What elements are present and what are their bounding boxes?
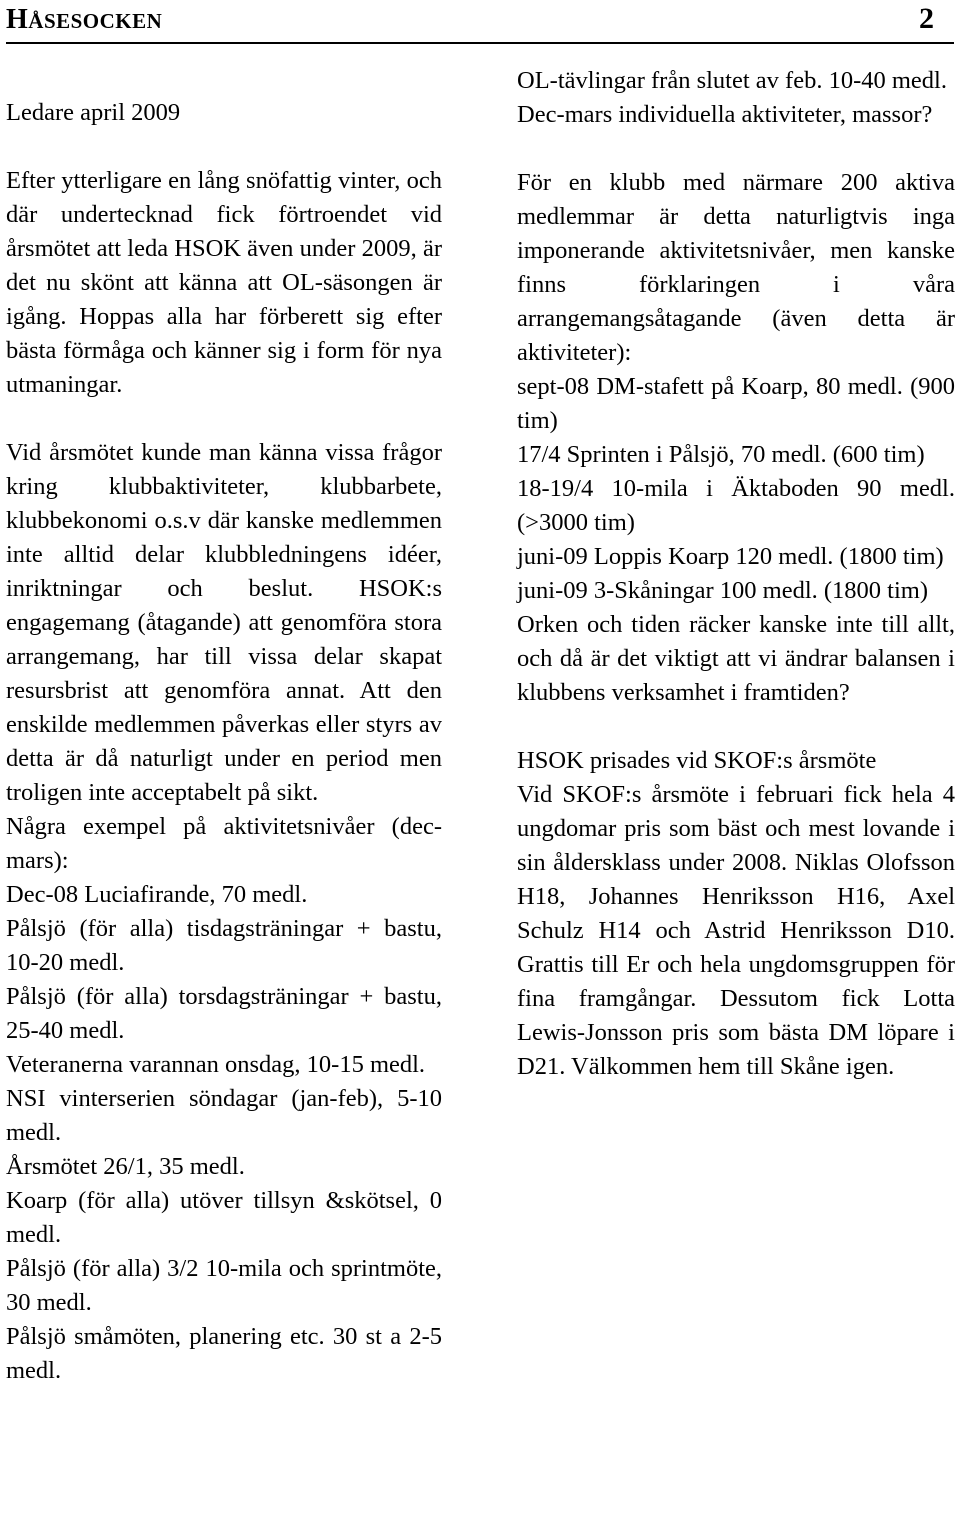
editorial-heading: Ledare april 2009: [6, 99, 181, 126]
activity-item: Pålsjö (för alla) 3/2 10-mila och sprintmöte, 30 medl.: [6, 1255, 442, 1316]
arrangement-item: juni-09 3-Skåningar 100 medl. (1800 tim): [517, 577, 928, 604]
spacer: [517, 710, 955, 744]
activity-item: Pålsjö (för alla) tisdagsträningar + bastu, 10-20 medl.: [6, 915, 442, 976]
activity-item: Pålsjö (för alla) torsdagsträningar + bastu, 25-40 medl.: [6, 983, 442, 1044]
arrangement-item: 17/4 Sprinten i Pålsjö, 70 medl. (600 tim): [517, 441, 925, 468]
activity-item: NSI vinterserien söndagar (jan-feb), 5-10 medl.: [6, 1085, 442, 1146]
paragraph-activity-examples: Några exempel på aktivitetsnivåer (dec-mars):: [6, 813, 442, 874]
activity-item: Veteranerna varannan onsdag, 10-15 medl.: [6, 1051, 426, 1078]
title-rest: ÅSESOCKEN: [28, 9, 163, 33]
paragraph-balance: Orken och tiden räcker kanske inte till allt, och då är det viktigt att vi ändrar balansen i klubbens verksamhet i framtiden?: [517, 611, 955, 706]
activity-item: Koarp (för alla) utöver tillsyn &skötsel, 0 medl.: [6, 1187, 442, 1248]
activity-item: Pålsjö småmöten, planering etc. 30 st a 2-5 medl.: [6, 1323, 442, 1384]
activity-individual: Dec-mars individuella aktiviteter, massor?: [517, 101, 933, 128]
paragraph-club-size: För en klubb med närmare 200 aktiva medlemmar är detta naturligtvis inga imponerande aktivitetsnivåer, men kanske finns förklaringen i våra arrangemangsåtagande (även detta är aktiviteter):: [517, 169, 955, 366]
arrangement-item: juni-09 Loppis Koarp 120 medl. (1800 tim): [517, 543, 944, 570]
newsletter-title: [6, 4, 162, 36]
spacer: [6, 402, 442, 436]
activity-item: Dec-08 Luciafirande, 70 medl.: [6, 881, 308, 908]
spacer: [517, 132, 955, 166]
paragraph-annual-meeting: Vid årsmötet kunde man känna vissa frågor kring klubbaktiviteter, klubbarbete, klubbekonomi o.s.v där kanske medlemmen inte alltid delar klubbledningens idéer, inriktningar och beslut. HSOK:s engagemang (åtagande) att genomföra stora arrangemang, har till vissa delar skapat resursbrist att genomföra annat. Att den enskilde medlemmen påverkas eller styrs av detta är då naturligt under en period men troligen inte acceptabelt på sikt.: [6, 439, 442, 806]
arrangement-item: 18-19/4 10-mila i Äktaboden 90 medl. (>3000 tim): [517, 475, 955, 536]
paragraph-skof-awards: Vid SKOF:s årsmöte i februari fick hela 4 ungdomar pris som bäst och mest lovande i sin åldersklass under 2008. Niklas Olofsson H18, Johannes Henriksson H16, Axel Schulz H14 och Astrid Henriksson D10. Grattis till Er och hela ungdomsgruppen för fina framgångar. Dessutom fick Lotta Lewis-Jonsson pris som bästa DM löpare i D21. Välkommen hem till Skåne igen.: [517, 781, 955, 1080]
right-column: [517, 64, 955, 1084]
page-number: 2: [919, 2, 934, 35]
article-heading-skof: HSOK prisades vid SKOF:s årsmöte: [517, 747, 877, 774]
activity-competitions: OL-tävlingar från slutet av feb. 10-40 medl.: [517, 67, 947, 94]
arrangement-item: sept-08 DM-stafett på Koarp, 80 medl. (900 tim): [517, 373, 955, 434]
paragraph-intro: Efter ytterligare en lång snöfattig vinter, och där undertecknad fick förtroendet vid årsmötet att leda HSOK även under 2009, är det nu skönt att känna att OL-säsongen är igång. Hoppas alla har förberett sig efter bästa förmåga och känner sig i form för nya utmaningar.: [6, 167, 442, 398]
spacer: [6, 130, 442, 164]
left-column: [6, 96, 442, 1388]
title-initial: H: [6, 4, 29, 35]
header-rule: [6, 42, 954, 44]
page-header: [6, 0, 956, 40]
activity-item: Årsmötet 26/1, 35 medl.: [6, 1153, 245, 1180]
